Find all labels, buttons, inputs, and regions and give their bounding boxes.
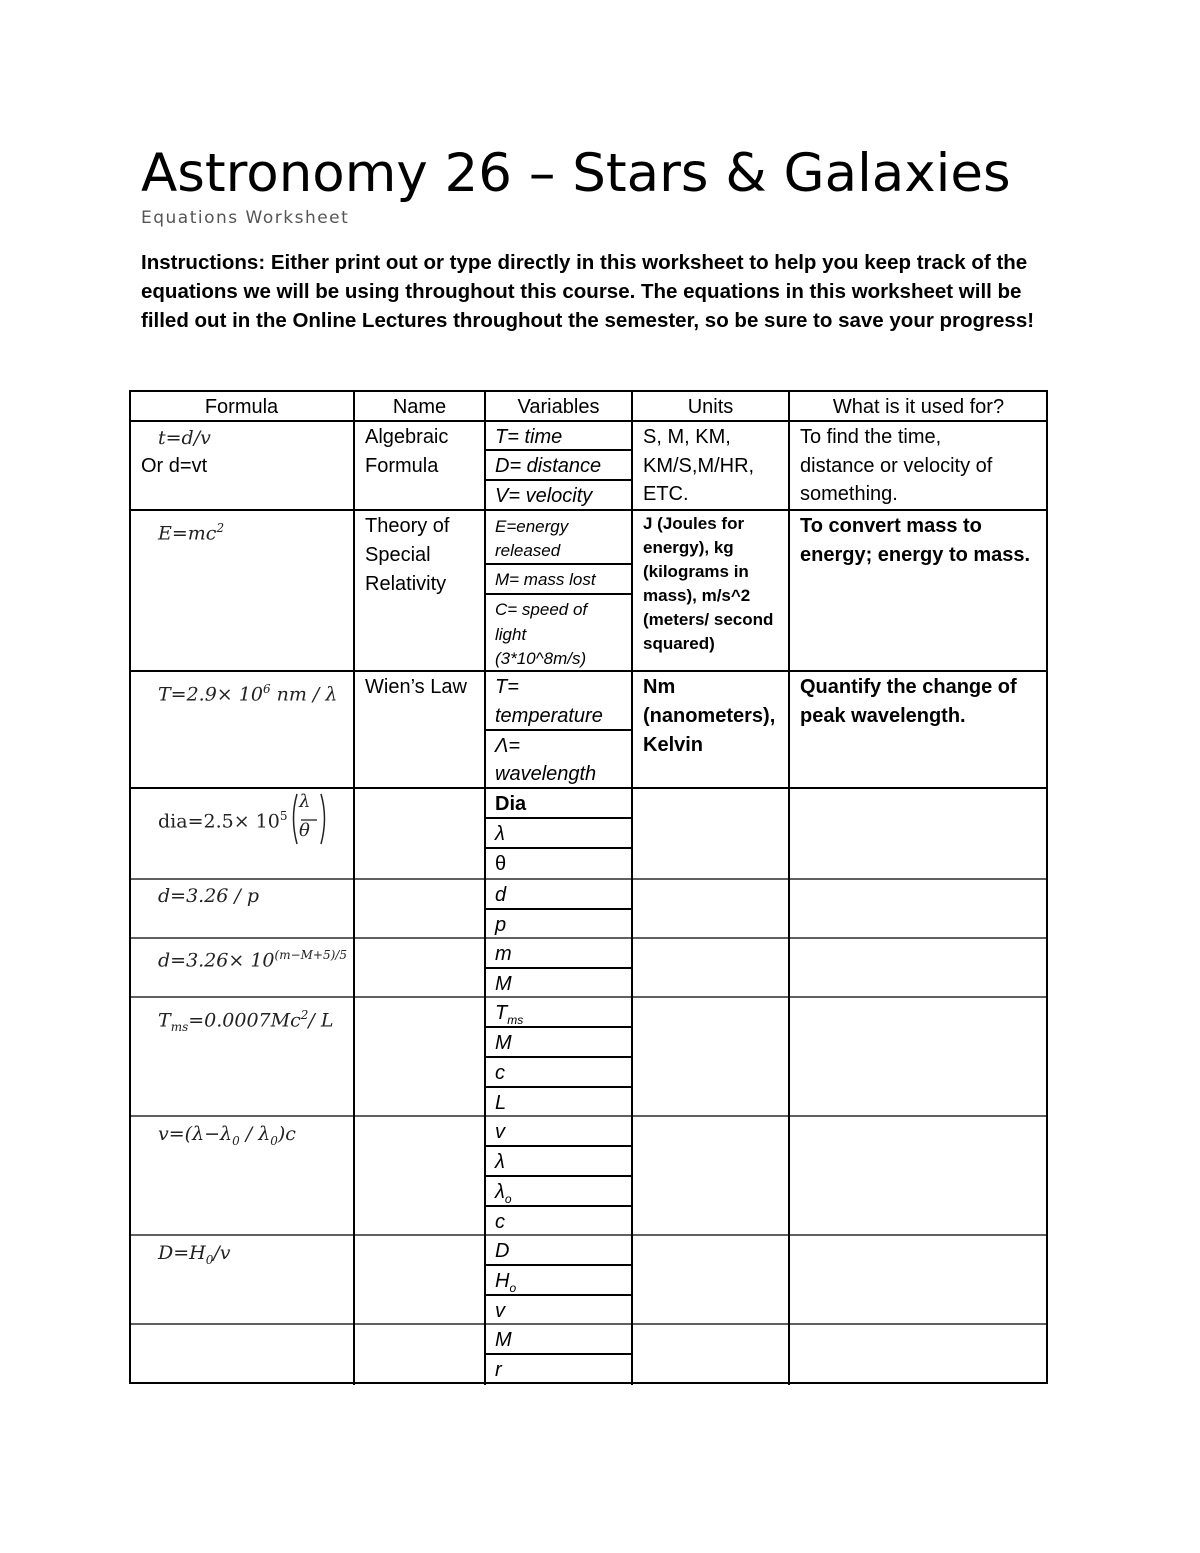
variable-luminosity: L — [495, 1092, 507, 1114]
units-row-2-line-2: energy), kg — [643, 538, 734, 557]
variable-dia: Dia — [495, 793, 527, 815]
use-row-1-line-3: something. — [800, 483, 898, 505]
use-row-2-line-2: energy; energy to mass. — [800, 544, 1031, 566]
name-row-1-line-2: Formula — [365, 455, 439, 477]
variable-temperature: T= — [495, 676, 519, 698]
units-row-1-line-2: KM/S,M/HR, — [643, 455, 755, 477]
variable-time: T= time — [495, 426, 563, 448]
header-formula: Formula — [204, 396, 279, 418]
variable-r: r — [495, 1359, 502, 1381]
instructions-label: Instructions — [141, 251, 259, 274]
variable-speed-of-light-value: (3*10^8m/s) — [495, 649, 587, 668]
formula-doppler: $v=(\lambda-\lambda_0 / \lambda_0)c$ — [158, 1123, 296, 1148]
instructions-paragraph — [141, 248, 1061, 335]
name-row-2-line-3: Relativity — [365, 573, 447, 595]
variable-theta: θ — [495, 853, 507, 875]
units-row-2-line-4: mass), m/s^2 — [643, 586, 751, 605]
name-row-3: Wien’s Law — [365, 676, 467, 698]
variable-v: v — [495, 1121, 505, 1143]
formula-diameter-bracket — [289, 792, 329, 848]
header-use: What is it used for? — [832, 396, 1005, 418]
header-units: Units — [687, 396, 734, 418]
formula-wien: $T=2.9\times 10^6$ nm / λ — [158, 682, 338, 706]
document-title: Astronomy 26 – Stars & Galaxies — [141, 143, 1011, 204]
units-row-2-line-3: (kilograms in — [643, 562, 749, 581]
variable-mass: M — [495, 1032, 512, 1054]
variable-speed-of-light-cont: light — [495, 625, 527, 644]
formula-velocity-alt: Or d=vt — [141, 455, 208, 477]
variable-mass-lost: M= mass lost — [495, 570, 596, 589]
use-row-1-line-1: To find the time, — [800, 426, 942, 448]
formula-distance-modulus: $d=3.26\times 10^{(m-M+5)/5}$ — [158, 948, 347, 972]
formula-diameter-numerator: λ — [299, 791, 311, 812]
use-row-3-line-1: Quantify the change of — [800, 676, 1017, 698]
variable-temperature-cont: temperature — [495, 705, 603, 727]
variable-v-hubble: v — [495, 1300, 505, 1322]
variable-energy-cont: released — [495, 541, 561, 560]
variable-lambda-observed: λ — [495, 1151, 505, 1173]
variable-apparent-magnitude: m — [495, 943, 512, 965]
variable-absolute-magnitude: M — [495, 973, 512, 995]
name-row-1-line-1: Algebraic — [365, 426, 449, 448]
formula-mass-energy: $E=mc^2$ — [158, 521, 225, 545]
units-row-2-line-1: J (Joules for — [643, 514, 745, 533]
document-subtitle: Equations Worksheet — [141, 208, 350, 228]
formula-main-sequence-lifetime: $T_{ms}=0.0007Mc^2/$ L — [158, 1008, 334, 1035]
formula-velocity: t=d/v — [158, 427, 211, 449]
variable-distance-hubble: D — [495, 1240, 510, 1262]
variable-d: d — [495, 884, 507, 906]
units-row-1-line-3: ETC. — [643, 483, 689, 505]
units-row-3-line-3: Kelvin — [643, 734, 704, 756]
variable-distance: D= distance — [495, 455, 602, 477]
variable-tms: $T_{ms}$ — [495, 1002, 524, 1027]
variable-wavelength: Λ= — [495, 735, 521, 757]
units-row-3-line-2: (nanometers), — [643, 705, 776, 727]
variable-m-last: M — [495, 1329, 512, 1351]
variable-lambda: λ — [495, 823, 505, 845]
units-row-1-line-1: S, M, KM, — [643, 426, 731, 448]
variable-velocity: V= velocity — [495, 485, 593, 507]
formula-diameter: $dia=2.5\times 10^5$ — [158, 809, 288, 833]
variable-c-doppler: c — [495, 1211, 505, 1233]
formula-diameter-denominator: θ — [299, 820, 310, 841]
units-row-2-line-5: (meters/ second — [643, 610, 774, 629]
use-row-2-line-1: To convert mass to — [800, 515, 982, 537]
name-row-2-line-1: Theory of — [365, 515, 450, 537]
header-variables: Variables — [517, 396, 600, 418]
variable-c: c — [495, 1062, 505, 1084]
variable-p: p — [495, 914, 507, 936]
instructions-text: : Either print out or type directly in this worksheet to help you keep track of the equations we will be using throughout this course. The equations in this worksheet will be filled out in the Online Lectures throughout the semester, so be sure to save your progress! — [141, 251, 1035, 332]
formula-parallax: d=3.26 / p — [158, 885, 260, 907]
variable-speed-of-light: C= speed of — [495, 600, 588, 619]
variable-energy: E=energy — [495, 517, 569, 536]
variable-lambda-rest: $\lambda_o$ — [495, 1181, 512, 1206]
use-row-1-line-2: distance or velocity of — [800, 455, 993, 477]
variable-hubble-constant: $H_o$ — [495, 1270, 517, 1295]
units-row-2-line-6: squared) — [643, 634, 715, 653]
equations-table — [129, 390, 1048, 1385]
units-row-3-line-1: Nm — [643, 676, 676, 698]
use-row-3-line-2: peak wavelength. — [800, 705, 966, 727]
header-name: Name — [392, 396, 447, 418]
name-row-2-line-2: Special — [365, 544, 431, 566]
variable-wavelength-cont: wavelength — [495, 763, 597, 785]
formula-hubble: $D=H_0/v$ — [158, 1242, 231, 1267]
